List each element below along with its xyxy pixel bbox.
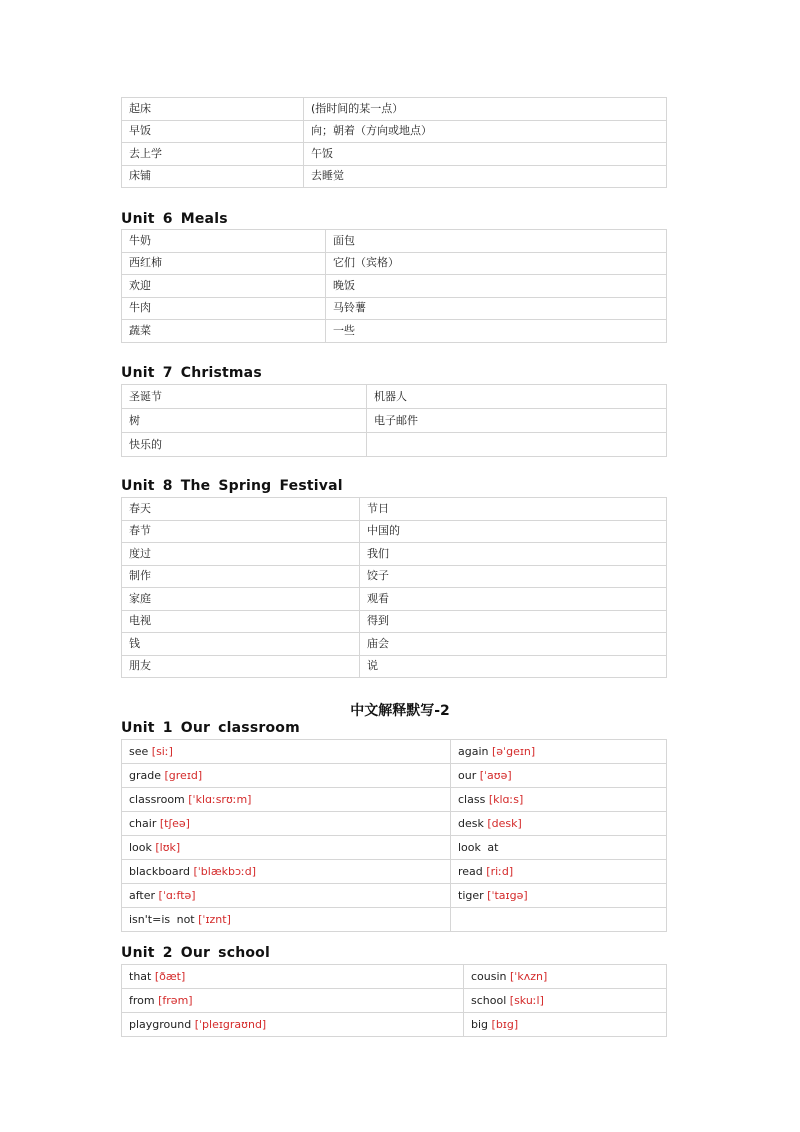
phonetic-text: [ˈɪznt] bbox=[198, 912, 231, 926]
table-row bbox=[122, 230, 667, 253]
table-cell: 快乐的 bbox=[122, 433, 367, 457]
phonetic-text: [riːd] bbox=[486, 864, 514, 878]
table-cell bbox=[122, 1013, 464, 1037]
table-cell bbox=[122, 812, 451, 836]
phonetic-text: [ˈaʊə] bbox=[479, 768, 512, 782]
table-cell: 观看 bbox=[360, 588, 667, 611]
phonetic-text: [ˈɑːftə] bbox=[158, 888, 196, 902]
table-row bbox=[122, 655, 667, 678]
table-cell: 面包 bbox=[326, 230, 667, 253]
phonetic-text: [tʃeə] bbox=[159, 816, 190, 830]
word-text: read bbox=[458, 864, 483, 878]
table-cell: 得到 bbox=[360, 610, 667, 633]
table-row bbox=[122, 860, 667, 884]
table-row bbox=[122, 740, 667, 764]
table-row bbox=[122, 520, 667, 543]
table-row bbox=[122, 836, 667, 860]
table-row bbox=[122, 788, 667, 812]
table-row bbox=[122, 409, 667, 433]
table-cell bbox=[122, 965, 464, 989]
phonetic-text: [greɪd] bbox=[164, 768, 203, 782]
table-cell: 制作 bbox=[122, 565, 360, 588]
table-row bbox=[122, 165, 667, 188]
table-row bbox=[122, 588, 667, 611]
table-cell: 牛肉 bbox=[122, 297, 326, 320]
word-text: class bbox=[458, 792, 486, 806]
table-cell: 早饭 bbox=[122, 120, 304, 143]
table-cell bbox=[122, 764, 451, 788]
table-cell bbox=[122, 836, 451, 860]
phonetic-text: [lʊk] bbox=[155, 840, 181, 854]
vocab-table-s2-unit1 bbox=[121, 739, 667, 932]
word-text: again bbox=[458, 744, 489, 758]
table-cell: 春天 bbox=[122, 498, 360, 521]
table-cell: 午饭 bbox=[304, 143, 667, 166]
table-row bbox=[122, 633, 667, 656]
table-cell: 马铃薯 bbox=[326, 297, 667, 320]
table-row bbox=[122, 433, 667, 457]
table-cell: 我们 bbox=[360, 543, 667, 566]
table-cell: 家庭 bbox=[122, 588, 360, 611]
table-cell: 电子邮件 bbox=[367, 409, 667, 433]
word-text: isn't=is not bbox=[129, 912, 195, 926]
table-cell: 欢迎 bbox=[122, 275, 326, 298]
table-row bbox=[122, 98, 667, 121]
word-text: school bbox=[471, 993, 507, 1007]
word-text: from bbox=[129, 993, 155, 1007]
table-cell: 一些 bbox=[326, 320, 667, 343]
table-cell: 圣诞节 bbox=[122, 385, 367, 409]
table-cell: 度过 bbox=[122, 543, 360, 566]
table-cell: 钱 bbox=[122, 633, 360, 656]
word-text: grade bbox=[129, 768, 161, 782]
word-text: look at bbox=[458, 840, 499, 854]
table-cell: 晚饭 bbox=[326, 275, 667, 298]
table-row bbox=[122, 498, 667, 521]
vocab-table-s2-unit2 bbox=[121, 964, 667, 1037]
table-cell: 饺子 bbox=[360, 565, 667, 588]
table-row bbox=[122, 610, 667, 633]
word-text: that bbox=[129, 969, 152, 983]
word-text: cousin bbox=[471, 969, 507, 983]
table-row bbox=[122, 1013, 667, 1037]
word-text: blackboard bbox=[129, 864, 190, 878]
table-cell bbox=[451, 764, 667, 788]
word-text: chair bbox=[129, 816, 157, 830]
unit6-heading: Unit 6 Meals bbox=[121, 211, 228, 227]
word-text: big bbox=[471, 1017, 489, 1031]
table-row bbox=[122, 143, 667, 166]
table-row bbox=[122, 764, 667, 788]
phonetic-text: [frəm] bbox=[158, 993, 193, 1007]
table-row bbox=[122, 965, 667, 989]
table-cell bbox=[464, 989, 667, 1013]
table-cell: 节日 bbox=[360, 498, 667, 521]
phonetic-text: [ˈkʌzn] bbox=[510, 969, 548, 983]
table-cell: 起床 bbox=[122, 98, 304, 121]
table-cell bbox=[122, 989, 464, 1013]
word-text: see bbox=[129, 744, 149, 758]
phonetic-text: [ˈtaɪgə] bbox=[487, 888, 528, 902]
table-cell: 去上学 bbox=[122, 143, 304, 166]
phonetic-text: [skuːl] bbox=[509, 993, 544, 1007]
s2-unit1-heading: Unit 1 Our classroom bbox=[121, 720, 300, 736]
table-cell: 去睡觉 bbox=[304, 165, 667, 188]
vocab-table-unit7 bbox=[121, 384, 667, 457]
vocab-table-unit8 bbox=[121, 497, 667, 678]
phonetic-text: [ˈklɑːsrʊːm] bbox=[188, 792, 252, 806]
table-cell: 向；朝着（方向或地点） bbox=[304, 120, 667, 143]
table-cell: 说 bbox=[360, 655, 667, 678]
table-cell bbox=[122, 788, 451, 812]
table-cell: 树 bbox=[122, 409, 367, 433]
table-cell bbox=[451, 740, 667, 764]
table-cell: 西红柿 bbox=[122, 252, 326, 275]
phonetic-text: [klɑːs] bbox=[488, 792, 524, 806]
phonetic-text: [əˈgeɪn] bbox=[492, 744, 536, 758]
table-row bbox=[122, 812, 667, 836]
table-cell bbox=[464, 1013, 667, 1037]
table-cell bbox=[451, 836, 667, 860]
word-text: look bbox=[129, 840, 152, 854]
table-row bbox=[122, 120, 667, 143]
phonetic-text: [ˈpleɪgraʊnd] bbox=[194, 1017, 267, 1031]
table-row bbox=[122, 543, 667, 566]
table-cell bbox=[451, 812, 667, 836]
table-cell: 电视 bbox=[122, 610, 360, 633]
table-cell bbox=[451, 884, 667, 908]
table-cell bbox=[367, 433, 667, 457]
table-cell: 机器人 bbox=[367, 385, 667, 409]
phonetic-text: [bɪg] bbox=[491, 1017, 519, 1031]
table-cell bbox=[122, 884, 451, 908]
table-cell: 床铺 bbox=[122, 165, 304, 188]
table-cell: 中国的 bbox=[360, 520, 667, 543]
word-text: our bbox=[458, 768, 477, 782]
table-cell bbox=[451, 788, 667, 812]
table-cell: (指时间的某一点） bbox=[304, 98, 667, 121]
vocab-table-unit6 bbox=[121, 229, 667, 343]
word-text: playground bbox=[129, 1017, 192, 1031]
table-row bbox=[122, 320, 667, 343]
table-cell bbox=[464, 965, 667, 989]
section2-title: 中文解释默写-2 bbox=[350, 703, 450, 719]
table-row bbox=[122, 565, 667, 588]
table-row bbox=[122, 252, 667, 275]
table-cell: 它们（宾格） bbox=[326, 252, 667, 275]
table-cell: 蔬菜 bbox=[122, 320, 326, 343]
table-cell: 庙会 bbox=[360, 633, 667, 656]
table-cell bbox=[122, 908, 451, 932]
table-cell: 春节 bbox=[122, 520, 360, 543]
unit8-heading: Unit 8 The Spring Festival bbox=[121, 478, 343, 494]
table-cell bbox=[451, 908, 667, 932]
table-cell bbox=[122, 860, 451, 884]
table-cell: 朋友 bbox=[122, 655, 360, 678]
word-text: tiger bbox=[458, 888, 484, 902]
table-cell bbox=[451, 860, 667, 884]
vocab-table-intro bbox=[121, 97, 667, 188]
phonetic-text: [siː] bbox=[151, 744, 173, 758]
table-row bbox=[122, 385, 667, 409]
word-text: desk bbox=[458, 816, 484, 830]
word-text: classroom bbox=[129, 792, 185, 806]
table-row bbox=[122, 908, 667, 932]
table-row bbox=[122, 297, 667, 320]
table-cell: 牛奶 bbox=[122, 230, 326, 253]
phonetic-text: [desk] bbox=[487, 816, 522, 830]
phonetic-text: [ˈblækbɔːd] bbox=[193, 864, 256, 878]
table-cell bbox=[122, 740, 451, 764]
s2-unit2-heading: Unit 2 Our school bbox=[121, 945, 270, 961]
word-text: after bbox=[129, 888, 156, 902]
phonetic-text: [ðæt] bbox=[154, 969, 186, 983]
unit7-heading: Unit 7 Christmas bbox=[121, 365, 262, 381]
table-row bbox=[122, 989, 667, 1013]
table-row bbox=[122, 884, 667, 908]
table-row bbox=[122, 275, 667, 298]
